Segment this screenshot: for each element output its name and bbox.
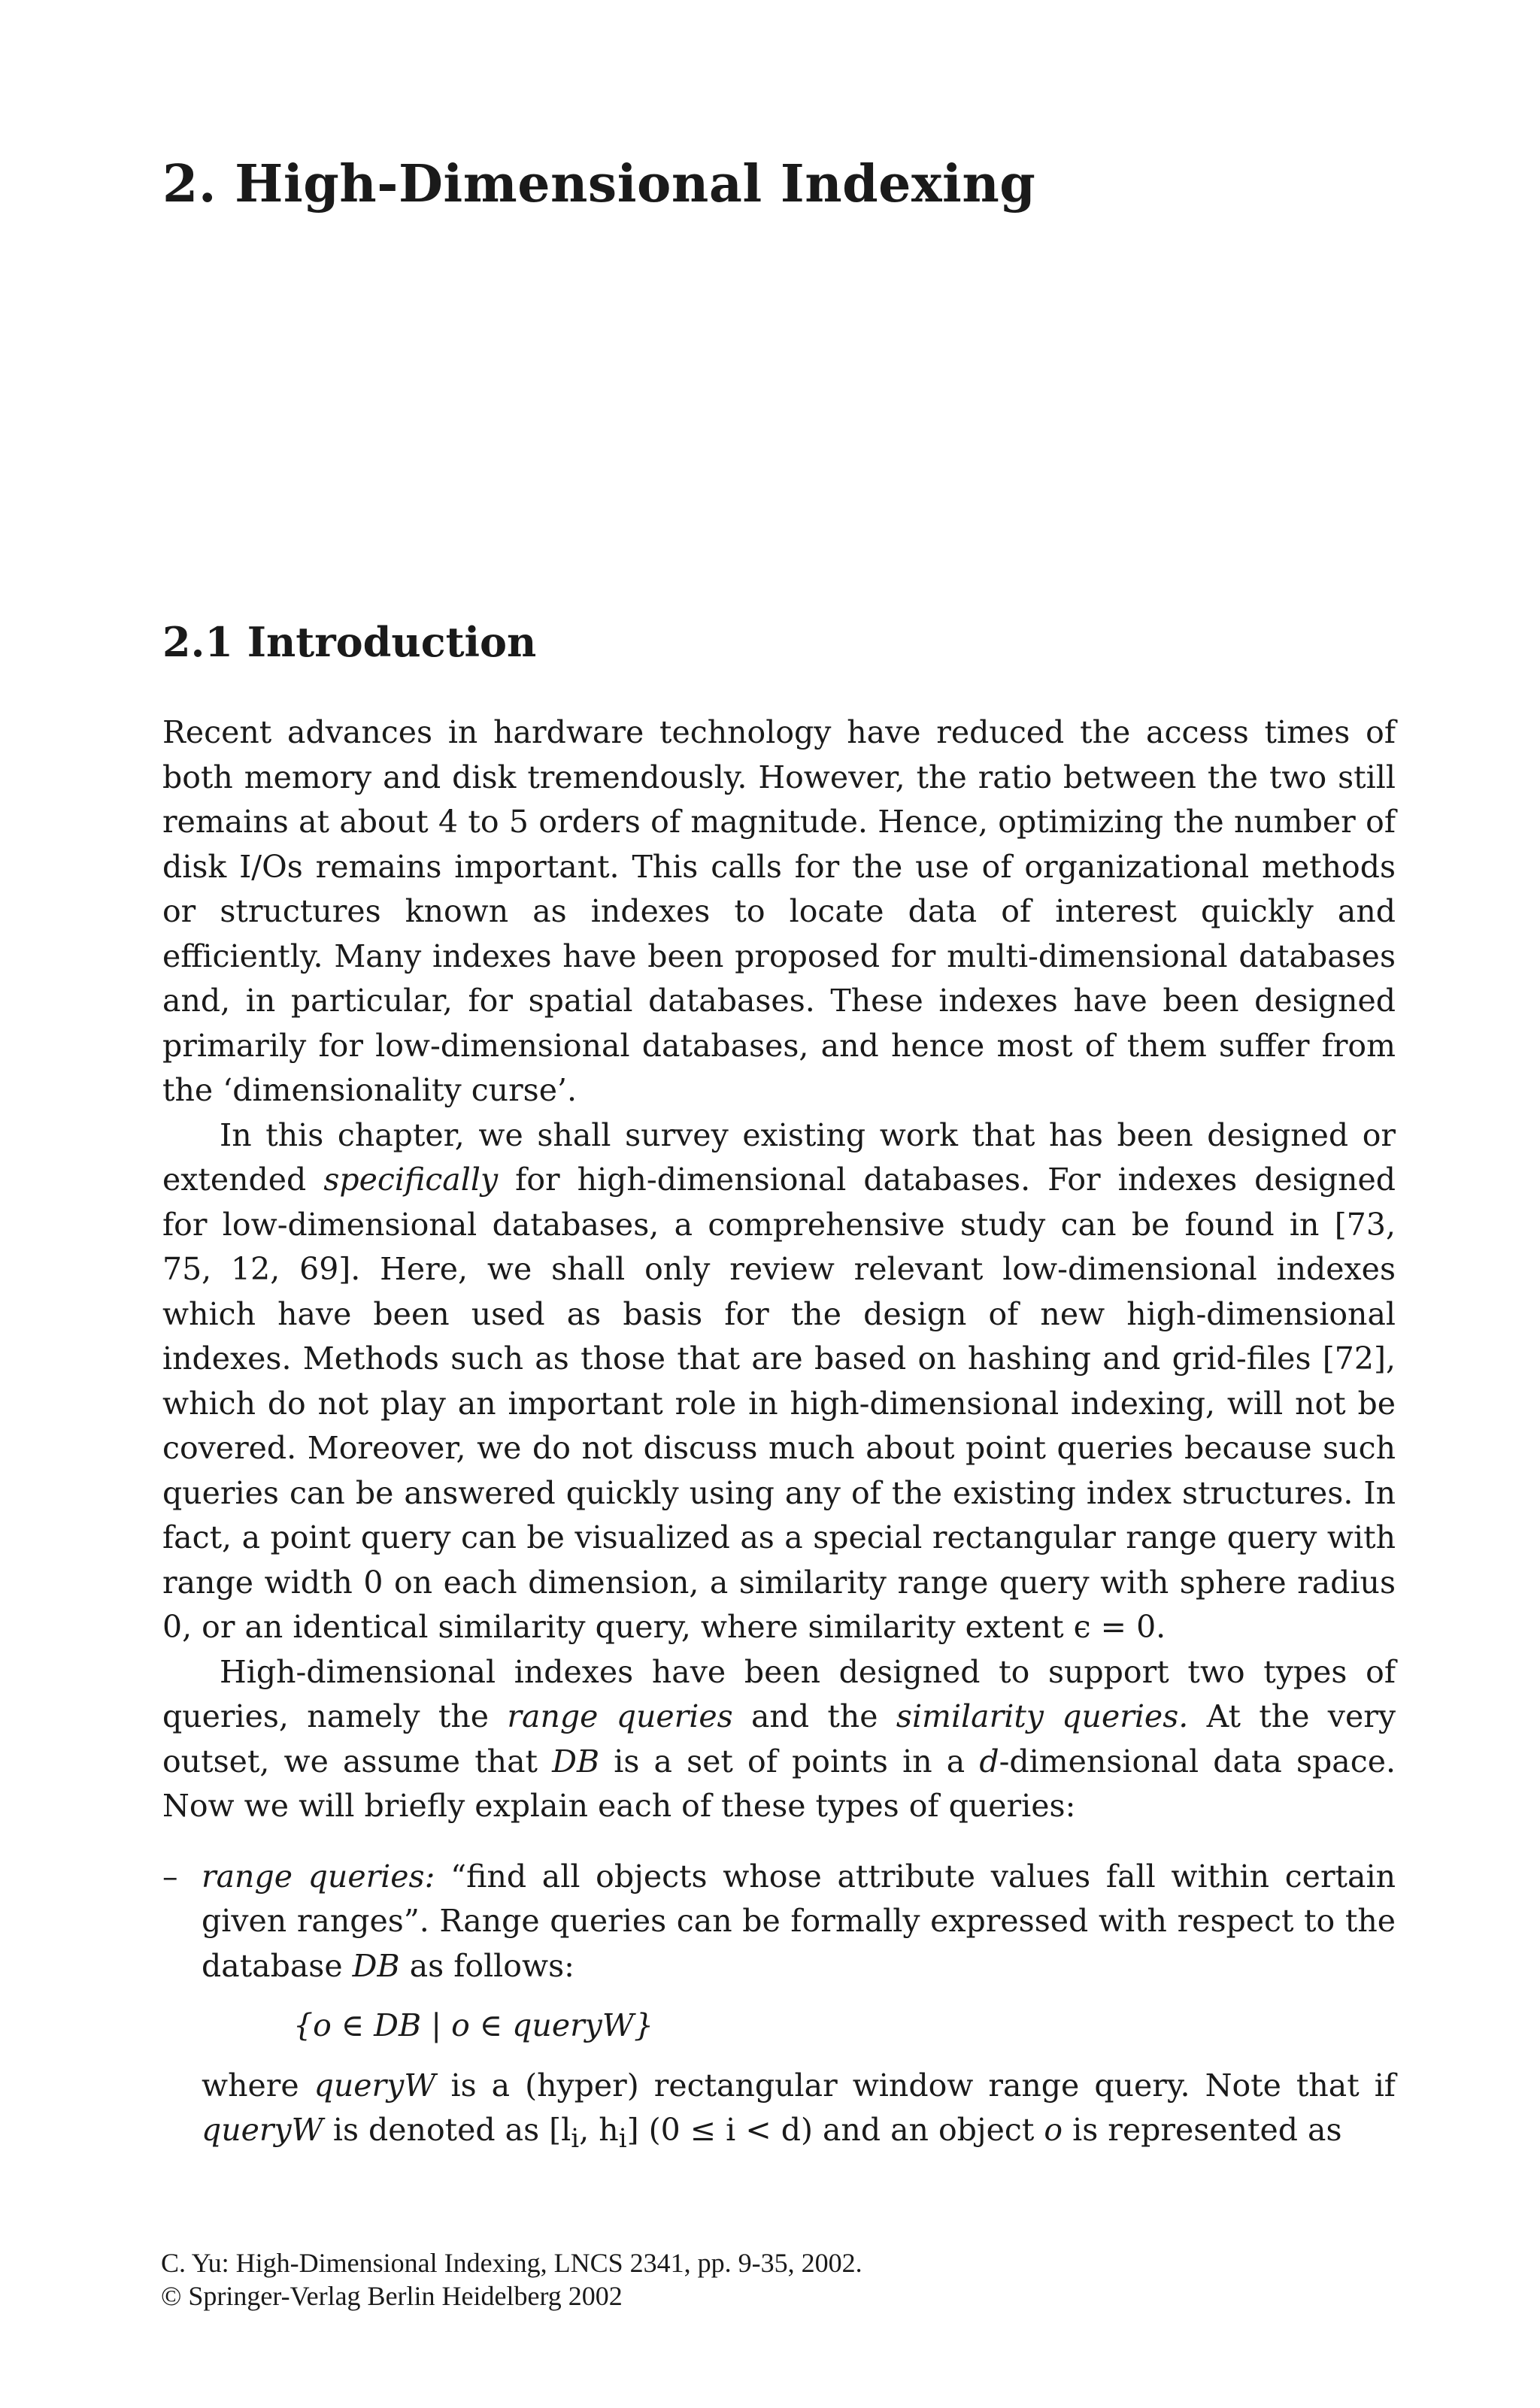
query-type-list [162, 1855, 1396, 2162]
paragraph-2 [162, 1113, 1396, 1650]
list-text-part: is a (hyper) rectangular window range query. Note that if [435, 2067, 1396, 2104]
list-text-part: “find all objects whose attribute values fall within certain given ranges”. Range queries can be formally expressed with respect to the database [202, 1858, 1396, 1984]
body-text [162, 710, 1396, 2162]
paragraph-3-part: and the [732, 1698, 896, 1734]
list-text-part: ] (0 ≤ i < d) and an object [626, 2112, 1044, 2148]
math-bracket-h: , h [579, 2112, 619, 2148]
paragraph-3 [162, 1650, 1396, 1829]
math-subscript-i: i [618, 2124, 627, 2155]
math-db: DB [552, 1743, 600, 1779]
list-text-part: as follows: [399, 1947, 574, 1984]
list-item-range-queries [162, 1855, 1396, 2162]
section-title: 2.1 Introduction [162, 618, 537, 666]
math-db: DB [352, 1947, 400, 1984]
citation-line: C. Yu: High-Dimensional Indexing, LNCS 2341, pp. 9-35, 2002. [161, 2248, 862, 2278]
term-range-queries: range queries: [202, 1858, 435, 1895]
emphasis-range-queries: range queries [507, 1698, 733, 1734]
emphasis-similarity-queries: similarity queries. [896, 1698, 1189, 1734]
list-text-part: where [202, 2067, 314, 2104]
paragraph-3-part: High-dimensional indexes have been designed to support two types of queries, namely the [162, 1653, 1396, 1734]
paragraph-3-part: At the very outset, we assume that [162, 1698, 1396, 1779]
emphasis-specifically: specifically [323, 1162, 499, 1198]
math-queryw: queryW [314, 2067, 436, 2104]
copyright-footer [161, 2246, 862, 2313]
list-text-part: is represented as [1063, 2112, 1342, 2148]
list-item-continuation [202, 2064, 1396, 2162]
paragraph-3-part: is a set of points in a [599, 1743, 980, 1779]
list-item-text [202, 1855, 1396, 1989]
paragraph-2-start: In this chapter, we shall survey existing work that has been designed or extended [162, 1116, 1396, 1198]
list-bullet-dash: – [162, 1858, 178, 1895]
paragraph-3-part: -dimensional data space. Now we will briefly explain each of these types of queries: [162, 1743, 1396, 1824]
math-bracket-l: is denoted as [l [323, 2112, 571, 2148]
paragraph-2-rest: for high-dimensional databases. For indexes designed for low-dimensional databases, a comprehensive study can be found in [73, 75, 12, 69]. Here, we shall only review relevant low-dimensional indexes which have been used as basis for the design of new high-dimensional indexes. Methods such as those that are based on hashing and grid-files [72], which do not play an important role in high-dimensional indexing, will not be covered. Moreover, we do not discuss much about point queries because such queries can be answered quickly using any of the existing index structures. In fact, a point query can be visualized as a special rectangular range query with range width 0 on each dimension, a similarity range query with sphere radius 0, or an identical similarity query, where similarity extent ϵ = 0. [162, 1162, 1396, 1645]
chapter-title: 2. High-Dimensional Indexing [162, 154, 1036, 214]
math-subscript-i: i [571, 2124, 580, 2155]
math-o: o [1044, 2112, 1063, 2148]
math-d: d [979, 1743, 999, 1779]
math-queryw: queryW [202, 2112, 323, 2148]
copyright-line: © Springer-Verlag Berlin Heidelberg 2002 [161, 2281, 623, 2311]
range-query-formula: {o ∈ DB | o ∈ queryW} [293, 2007, 654, 2043]
paragraph-1: Recent advances in hardware technology have reduced the access times of both memory and disk tremendously. However, the ratio between the two still remains at about 4 to 5 orders of magnitude. Hence, optimizing the number of disk I/Os remains important. This calls for the use of organizational methods or structures known as indexes to locate data of interest quickly and efficiently. Many indexes have been proposed for multi-dimensional databases and, in particular, for spatial databases. These indexes have been designed primarily for low-dimensional databases, and hence most of them suffer from the ‘dimensionality curse’. [162, 714, 1396, 1108]
